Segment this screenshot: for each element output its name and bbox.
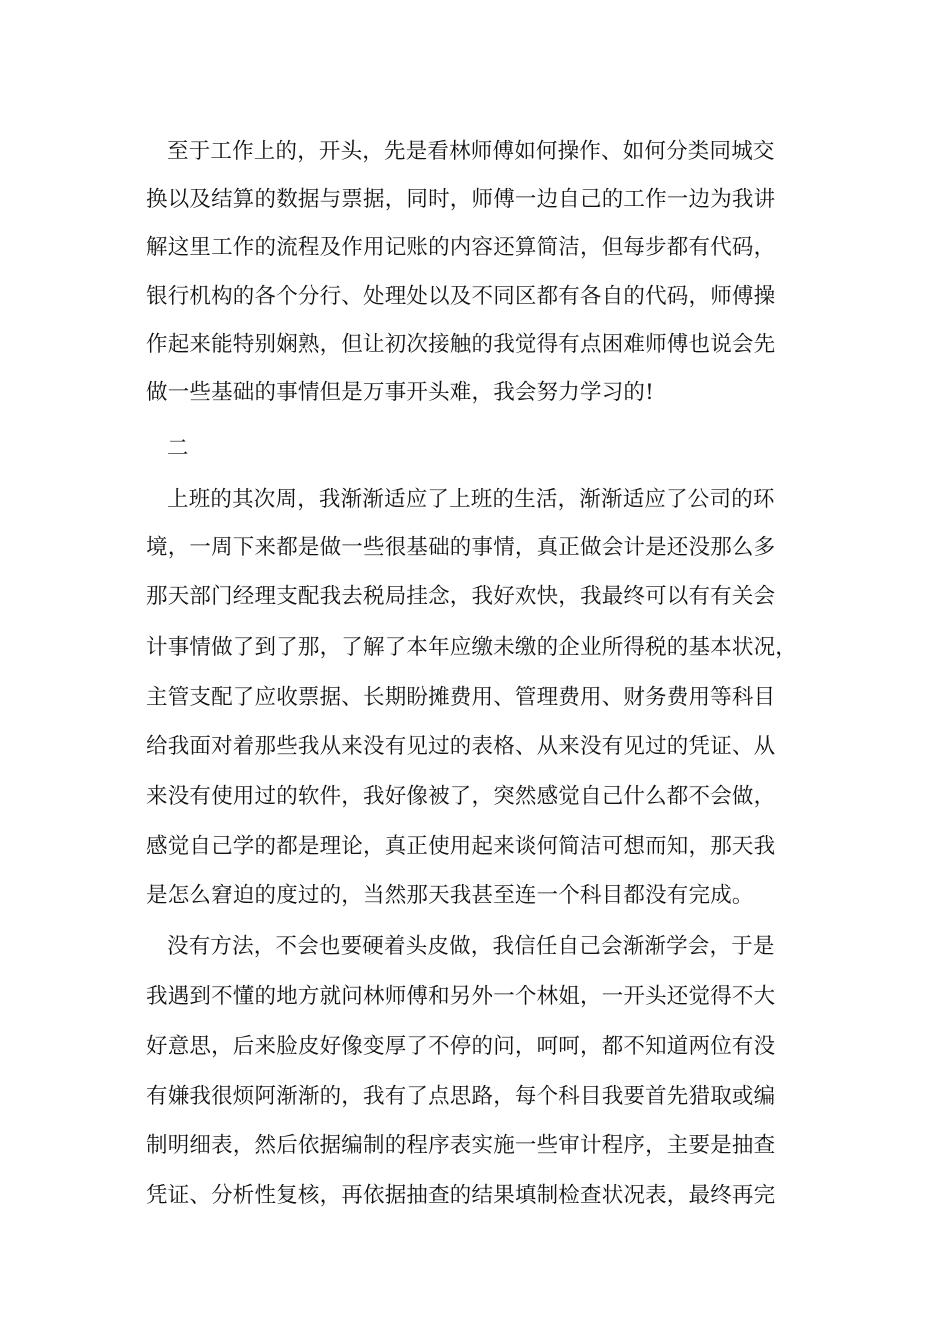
paragraph-1-line-3: 解这里工作的流程及作用记账的内容还算简洁，但每步都有代码， bbox=[146, 235, 776, 260]
section-heading: 二 bbox=[167, 436, 189, 461]
paragraph-2-line-2: 境，一周下来都是做一些很基础的事情，真正做会计是还没那么多 bbox=[146, 535, 776, 560]
paragraph-2-line-1: 上班的其次周，我渐渐适应了上班的生活，渐渐适应了公司的环 bbox=[167, 487, 775, 512]
paragraph-2-line-5: 主管支配了应收票据、长期盼摊费用、管理费用、财务费用等科目 bbox=[146, 685, 776, 710]
paragraph-3-line-1: 没有方法，不会也要硬着头皮做，我信任自己会渐渐学会，于是 bbox=[167, 934, 775, 959]
paragraph-3-line-6: 凭证、分析性复核，再依据抽查的结果填制检查状况表，最终再完 bbox=[146, 1183, 776, 1208]
paragraph-3-line-3: 好意思，后来脸皮好像变厚了不停的问，呵呵，都不知道两位有没 bbox=[146, 1034, 776, 1059]
paragraph-1-line-6: 做一些基础的事情但是万事开头难，我会努力学习的! bbox=[146, 380, 654, 405]
paragraph-2-line-3: 那天部门经理支配我去税局挂念，我好欢快，我最终可以有有关会 bbox=[146, 584, 776, 609]
paragraph-1-line-1: 至于工作上的，开头，先是看林师傅如何操作、如何分类同城交 bbox=[167, 139, 775, 164]
paragraph-1-line-2: 换以及结算的数据与票据，同时，师傅一边自己的工作一边为我讲 bbox=[146, 187, 776, 212]
paragraph-3-line-5: 制明细表，然后依据编制的程序表实施一些审计程序，主要是抽查 bbox=[146, 1133, 776, 1158]
paragraph-3-line-2: 我遇到不懂的地方就问林师傅和另外一个林姐，一开头还觉得不大 bbox=[146, 984, 776, 1009]
paragraph-1-line-4: 银行机构的各个分行、处理处以及不同区都有各自的代码，师傅操 bbox=[146, 284, 776, 309]
paragraph-3-line-4: 有嫌我很烦阿渐渐的，我有了点思路，每个科目我要首先猎取或编 bbox=[146, 1084, 776, 1109]
paragraph-2-line-8: 感觉自己学的都是理论，真正使用起来谈何简洁可想而知，那天我 bbox=[146, 834, 776, 859]
paragraph-1-line-5: 作起来能特别娴熟，但让初次接触的我觉得有点困难师傅也说会先 bbox=[146, 332, 776, 357]
paragraph-2-line-4: 计事情做了到了那，了解了本年应缴未缴的企业所得税的基本状况， bbox=[146, 635, 798, 660]
paragraph-2-line-9: 是怎么窘迫的度过的，当然那天我甚至连一个科目都没有完成。 bbox=[146, 883, 754, 908]
paragraph-2-line-6: 给我面对着那些我从来没有见过的表格、从来没有见过的凭证、从 bbox=[146, 734, 776, 759]
paragraph-2-line-7: 来没有使用过的软件，我好像被了，突然感觉自己什么都不会做， bbox=[146, 784, 776, 809]
